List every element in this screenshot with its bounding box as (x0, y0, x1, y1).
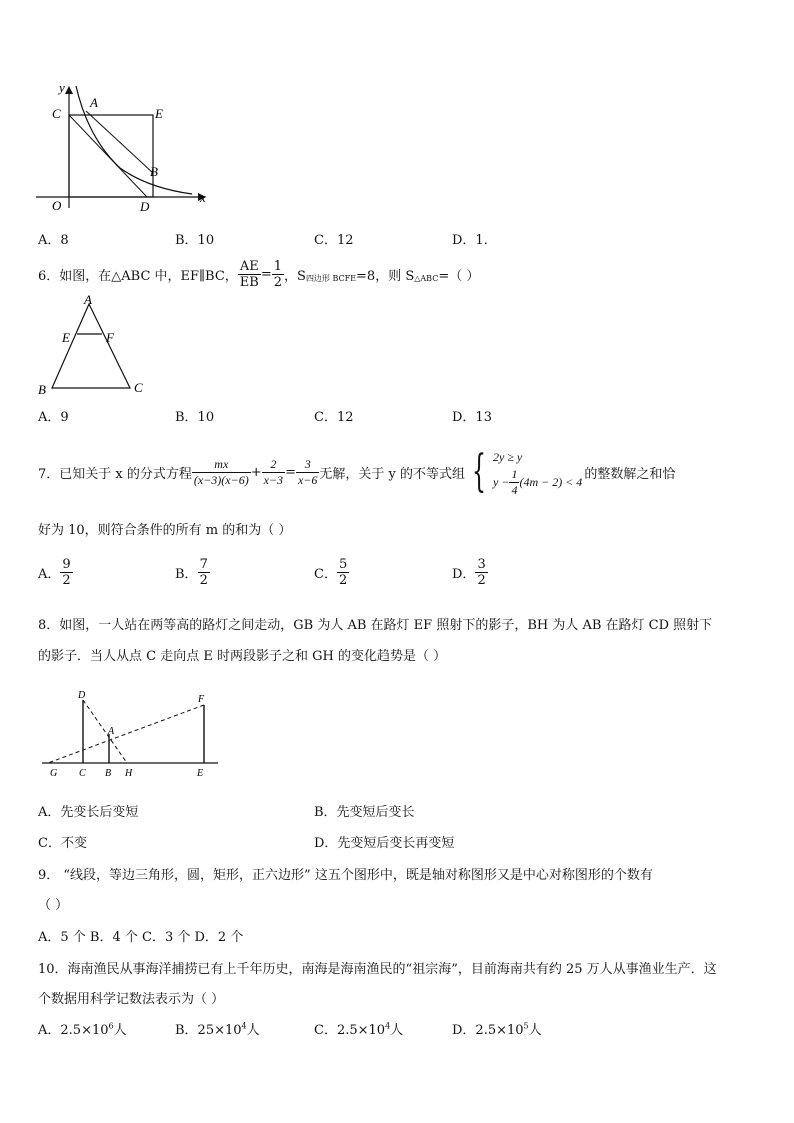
q5-option-a[interactable]: A．8 (38, 233, 69, 248)
q5-option-b[interactable]: B．10 (175, 233, 215, 248)
q8-line2: 的影子．当人从点 C 走向点 E 时两段影子之和 GH 的变化趋势是（ ） (38, 649, 447, 664)
q7-prefix: 7．已知关于 x 的分式方程 (38, 466, 192, 482)
q10-option-b[interactable]: B．$25\times 10^4$人 (175, 1021, 260, 1038)
q5-options (38, 229, 598, 249)
q8-option-a[interactable]: A．先变长后变短 (38, 805, 139, 820)
q6-subscript-abc: △ABC (414, 273, 439, 283)
q7-ineq-2: y − $\frac{1}{4}$ (4m − 2) < 4 (493, 466, 583, 497)
q10-line1: 10．海南渔民从事海洋捕捞已有上千年历史，南海是海南渔民的“祖宗海”，目前海南共有约 25 万人从事渔业生产．这 (38, 962, 717, 977)
label-o: O (52, 198, 62, 213)
label-e: E (197, 768, 204, 779)
q5-figure (30, 78, 220, 218)
label-d: D (140, 199, 150, 214)
q7-line2: 好为 10，则符合条件的所有 m 的和为（ ） (38, 523, 292, 538)
label-y: y (59, 80, 65, 95)
q7-brace: { (472, 446, 487, 497)
ray-f-to-g (48, 705, 204, 763)
q7-option-d[interactable]: D． $\frac{3}{2}$ (452, 557, 486, 588)
q6-option-b[interactable]: B．10 (175, 410, 215, 425)
label-b: B (105, 768, 112, 779)
label-e: E (155, 106, 163, 121)
label-a: A (84, 294, 92, 307)
q8-line1: 8．如图，一人站在两等高的路灯之间走动，GB 为人 AB 在路灯 EF 照射下的影子，BH 为人 AB 在路灯 CD 照射下 (38, 618, 713, 633)
label-b: B (38, 382, 46, 397)
q10-option-c[interactable]: C．$2.5\times 10^4$人 (314, 1021, 404, 1038)
label-a: A (108, 726, 115, 737)
label-h: H (125, 768, 133, 779)
q7-option-a[interactable]: A． $\frac{9}{2}$ (38, 557, 71, 588)
q6-option-d[interactable]: D．13 (452, 410, 492, 425)
q6-option-a[interactable]: A．9 (38, 410, 69, 425)
q6-fraction-ae-eb: $\frac{AE}{EB}$ (239, 258, 259, 290)
label-c: C (134, 380, 143, 395)
label-d: D (78, 690, 86, 701)
q6-stem: 6．如图，在△ABC 中，EF∥BC， $\frac{AE}{EB}$ = $\frac{1}{2}$ ，S 四边形 BCFE =8，则 S △ABC =（ ） (38, 258, 480, 290)
ray-d-to-h (83, 700, 127, 763)
q8-option-d[interactable]: D．先变短后变长再变短 (314, 836, 455, 851)
triangle-abc (52, 304, 130, 388)
y-axis-arrow (65, 86, 73, 94)
label-c: C (79, 768, 86, 779)
rectangle-cdoe (69, 115, 153, 197)
q7-options (38, 557, 598, 595)
q9-line2: （ ） (38, 898, 69, 913)
label-f: F (198, 694, 205, 705)
q6-fraction-half: $\frac{1}{2}$ (273, 258, 283, 290)
label-g: G (50, 768, 58, 779)
q7-ineq-1: 2y ≥ y (493, 449, 523, 464)
q10-option-d[interactable]: D．$2.5\times 10^5$人 (452, 1021, 542, 1038)
q7-inequality-system (493, 447, 582, 498)
q7-option-b[interactable]: B． $\frac{7}{2}$ (175, 557, 208, 588)
label-e: E (62, 330, 70, 345)
q5-option-c[interactable]: C．12 (314, 233, 354, 248)
q6-option-c[interactable]: C．12 (314, 410, 354, 425)
label-x: x (200, 190, 206, 205)
q9-line1: 9． “线段，等边三角形，圆，矩形，正六边形” 这五个图形中，既是轴对称图形又是中心对称图形的个数有 (38, 868, 653, 883)
label-b: B (150, 164, 158, 179)
q8-option-b[interactable]: B．先变短后变长 (314, 805, 415, 820)
q6-options (38, 406, 598, 426)
q7-fraction-2: $\frac{2}{x-3}$ (263, 456, 284, 487)
label-c: C (52, 106, 61, 121)
q7-fraction-3: $\frac{3}{x-6}$ (297, 456, 318, 487)
q10-option-a[interactable]: A．$2.5\times 10^6$人 (38, 1021, 127, 1038)
q8-option-c[interactable]: C．不变 (38, 836, 87, 851)
q6-prefix: 6．如图，在△ABC 中，EF∥BC， (38, 268, 238, 284)
q7-option-c[interactable]: C． $\frac{5}{2}$ (314, 557, 348, 588)
label-f: F (106, 330, 114, 345)
q8-figure (38, 690, 228, 780)
q7-stem: 7．已知关于 x 的分式方程 $\frac{mx}{(x-3)(x-6)}$ + $\frac{2}{x-3}$ = $\frac{3}{x-6}$ 无解，关于 y 的不等式组 { 2y ≥ y y − $\frac{1}{4}$ (4m − 2) < 4 的整数解之和恰 (38, 446, 676, 497)
q5-option-d[interactable]: D．1． (452, 233, 497, 248)
q9-options[interactable]: A．5 个 B．4 个 C．3 个 D．2 个 (38, 930, 244, 945)
q10-options (38, 1019, 598, 1039)
label-a: A (90, 95, 98, 110)
q7-fraction-1: $\frac{mx}{(x-3)(x-6)}$ (193, 456, 249, 487)
segment-ab (86, 111, 153, 173)
q6-subscript-quad: 四边形 BCFE (305, 273, 357, 283)
q10-line2: 个数据用科学记数法表示为（ ） (38, 992, 225, 1007)
q6-figure (34, 294, 154, 398)
